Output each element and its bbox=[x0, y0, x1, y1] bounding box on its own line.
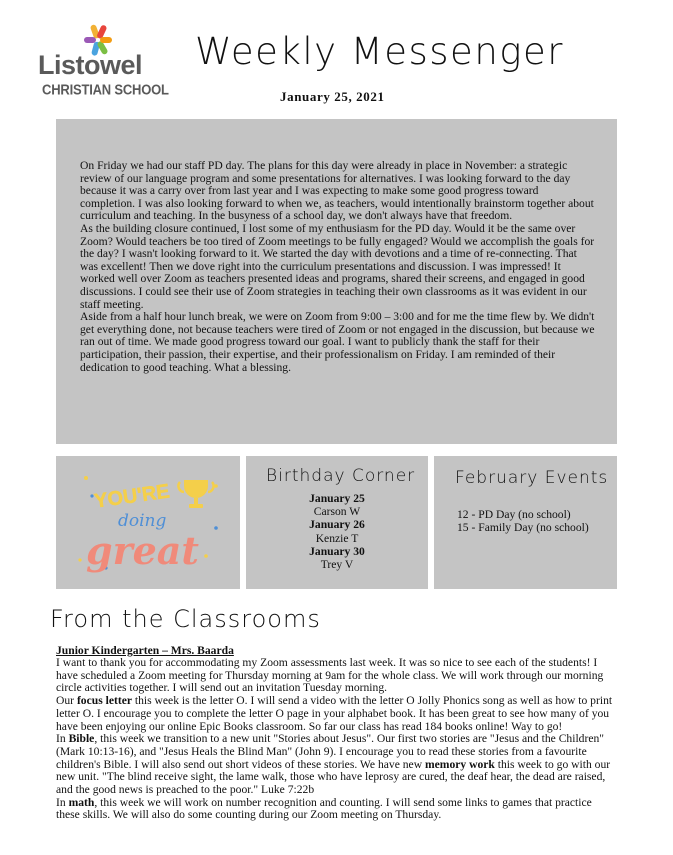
classroom-paragraph bbox=[56, 797, 616, 822]
event-item: 12 - PD Day (no school) bbox=[457, 508, 571, 521]
article-paragraph: On Friday we had our staff PD day. The plans for this day were already in place in November: a strategic review of our language program and some presentations for alternatives. I was looking forward to the day because it was a carry over from last year and I was expecting to make some good progress toward completion. I was also looking forward to when we, as teachers, would intentionally brainstorm together about curriculum and teaching. In the busyness of a school day, we don't always have that freedom. bbox=[80, 159, 594, 223]
newsletter-title: Weekly Messenger bbox=[195, 30, 564, 73]
article-paragraph: As the building closure continued, I lost some of my enthusiasm for the PD day. Would it be the same over Zoom? Would teachers be too tired of Zoom meetings to be fully engaged? Would we accomplish the goals for the day? I wasn't looking forward to it. We started the day with devotions and a time of re-connecting. That was excellent! Then we dove right into the curriculum presentations and discussion. I was impressed! It worked well over Zoom as teachers presented ideas and programs, shared their screens, and engaged in good discussions. I could see their use of Zoom strategies in teaching their own classrooms as it was evident in our staff meeting. bbox=[80, 221, 595, 311]
trophy-icon bbox=[56, 456, 240, 589]
text-run: Our bbox=[56, 694, 77, 708]
birthday-date: January 30 bbox=[309, 544, 365, 558]
classroom-text bbox=[56, 657, 616, 822]
event-item: 15 - Family Day (no school) bbox=[457, 521, 589, 535]
february-events-list bbox=[457, 508, 589, 534]
birthday-list bbox=[246, 492, 428, 571]
birthday-name: Kenzie T bbox=[315, 531, 359, 545]
text-run: , this week we will work on number recognition and counting. I will send some links to games that practice these skills. We will also do some counting during our Zoom meeting on Thursday. bbox=[56, 795, 592, 822]
text-run: this week to go with our new unit. "The blind receive sight, the lame walk, those who have leprosy are cured, the deaf hear, the dead are raised, and the good news is preached to the poor." Luke 7:22b bbox=[56, 757, 611, 797]
text-run: In bbox=[56, 732, 69, 746]
text-run: this week is the letter O. I will send a video with the letter O Jolly Phonics song as well as how to print letter O. I encourage you to complete the letter O page in your alphabet book. It has been great to see how many of you have been enjoying our online Epic Books classroom. So far our class has read 184 books online! Way to go! bbox=[56, 694, 613, 733]
text-run: In bbox=[56, 795, 69, 809]
february-events-title: February Events bbox=[455, 468, 609, 488]
focus-letter-label: focus letter bbox=[76, 694, 132, 708]
main-article bbox=[80, 160, 595, 374]
birthday-name: Carson W bbox=[313, 505, 361, 519]
article-paragraph: Aside from a half hour lunch break, we were on Zoom from 9:00 – 3:00 and for me the time flew by. We didn't get everything done, not because teachers were tired of Zoom or not engaged in the discussion, but because we ran out of time. We made good progress toward our goal. I want to publicly thank the staff for their participation, their passion, their expertise, and their professionalism on Friday. I am reminded of their dedication to good teaching. What a blessing. bbox=[80, 310, 595, 374]
classroom-paragraph bbox=[56, 695, 616, 733]
math-label: math bbox=[68, 795, 95, 809]
classroom-paragraph bbox=[56, 733, 616, 797]
junior-kindergarten-heading: Junior Kindergarten – Mrs. Baarda bbox=[56, 644, 234, 657]
birthday-corner-title: Birthday Corner bbox=[266, 466, 416, 486]
classrooms-section-title: From the Classrooms bbox=[50, 605, 321, 633]
birthday-date: January 26 bbox=[309, 518, 365, 532]
birthday-name: Trey V bbox=[320, 558, 354, 572]
logo-name: Listowel bbox=[38, 50, 143, 80]
classroom-paragraph: I want to thank you for accommodating my Zoom assessments last week. It was so nice to see each of the students! I have scheduled a Zoom meeting for Thursday morning at 9am for the whole class. We will work through our morning circle activities together. I will send out an invitation Tuesday morning. bbox=[56, 656, 604, 695]
newsletter-date: January 25, 2021 bbox=[280, 89, 385, 104]
bible-label: Bible bbox=[68, 732, 95, 746]
birthday-date: January 25 bbox=[309, 492, 365, 505]
youre-text: YOU'RE bbox=[92, 480, 172, 513]
great-text: great bbox=[86, 528, 199, 573]
doing-text: doing bbox=[118, 511, 167, 531]
text-run: , this week we transition to a new unit "Stories about Jesus". Our first two stories are "Jesus and the Children" (Mark 10:13-16), and "Jesus Heals the Blind Man" (John 9). I encourage you to read these stories from a favourite children's Bible. I will also send out short videos of these stories. We have new bbox=[56, 732, 604, 771]
memory-work-label: memory work bbox=[424, 757, 495, 771]
logo-subtitle: CHRISTIAN SCHOOL bbox=[42, 81, 169, 98]
youre-doing-great-image bbox=[56, 456, 240, 589]
